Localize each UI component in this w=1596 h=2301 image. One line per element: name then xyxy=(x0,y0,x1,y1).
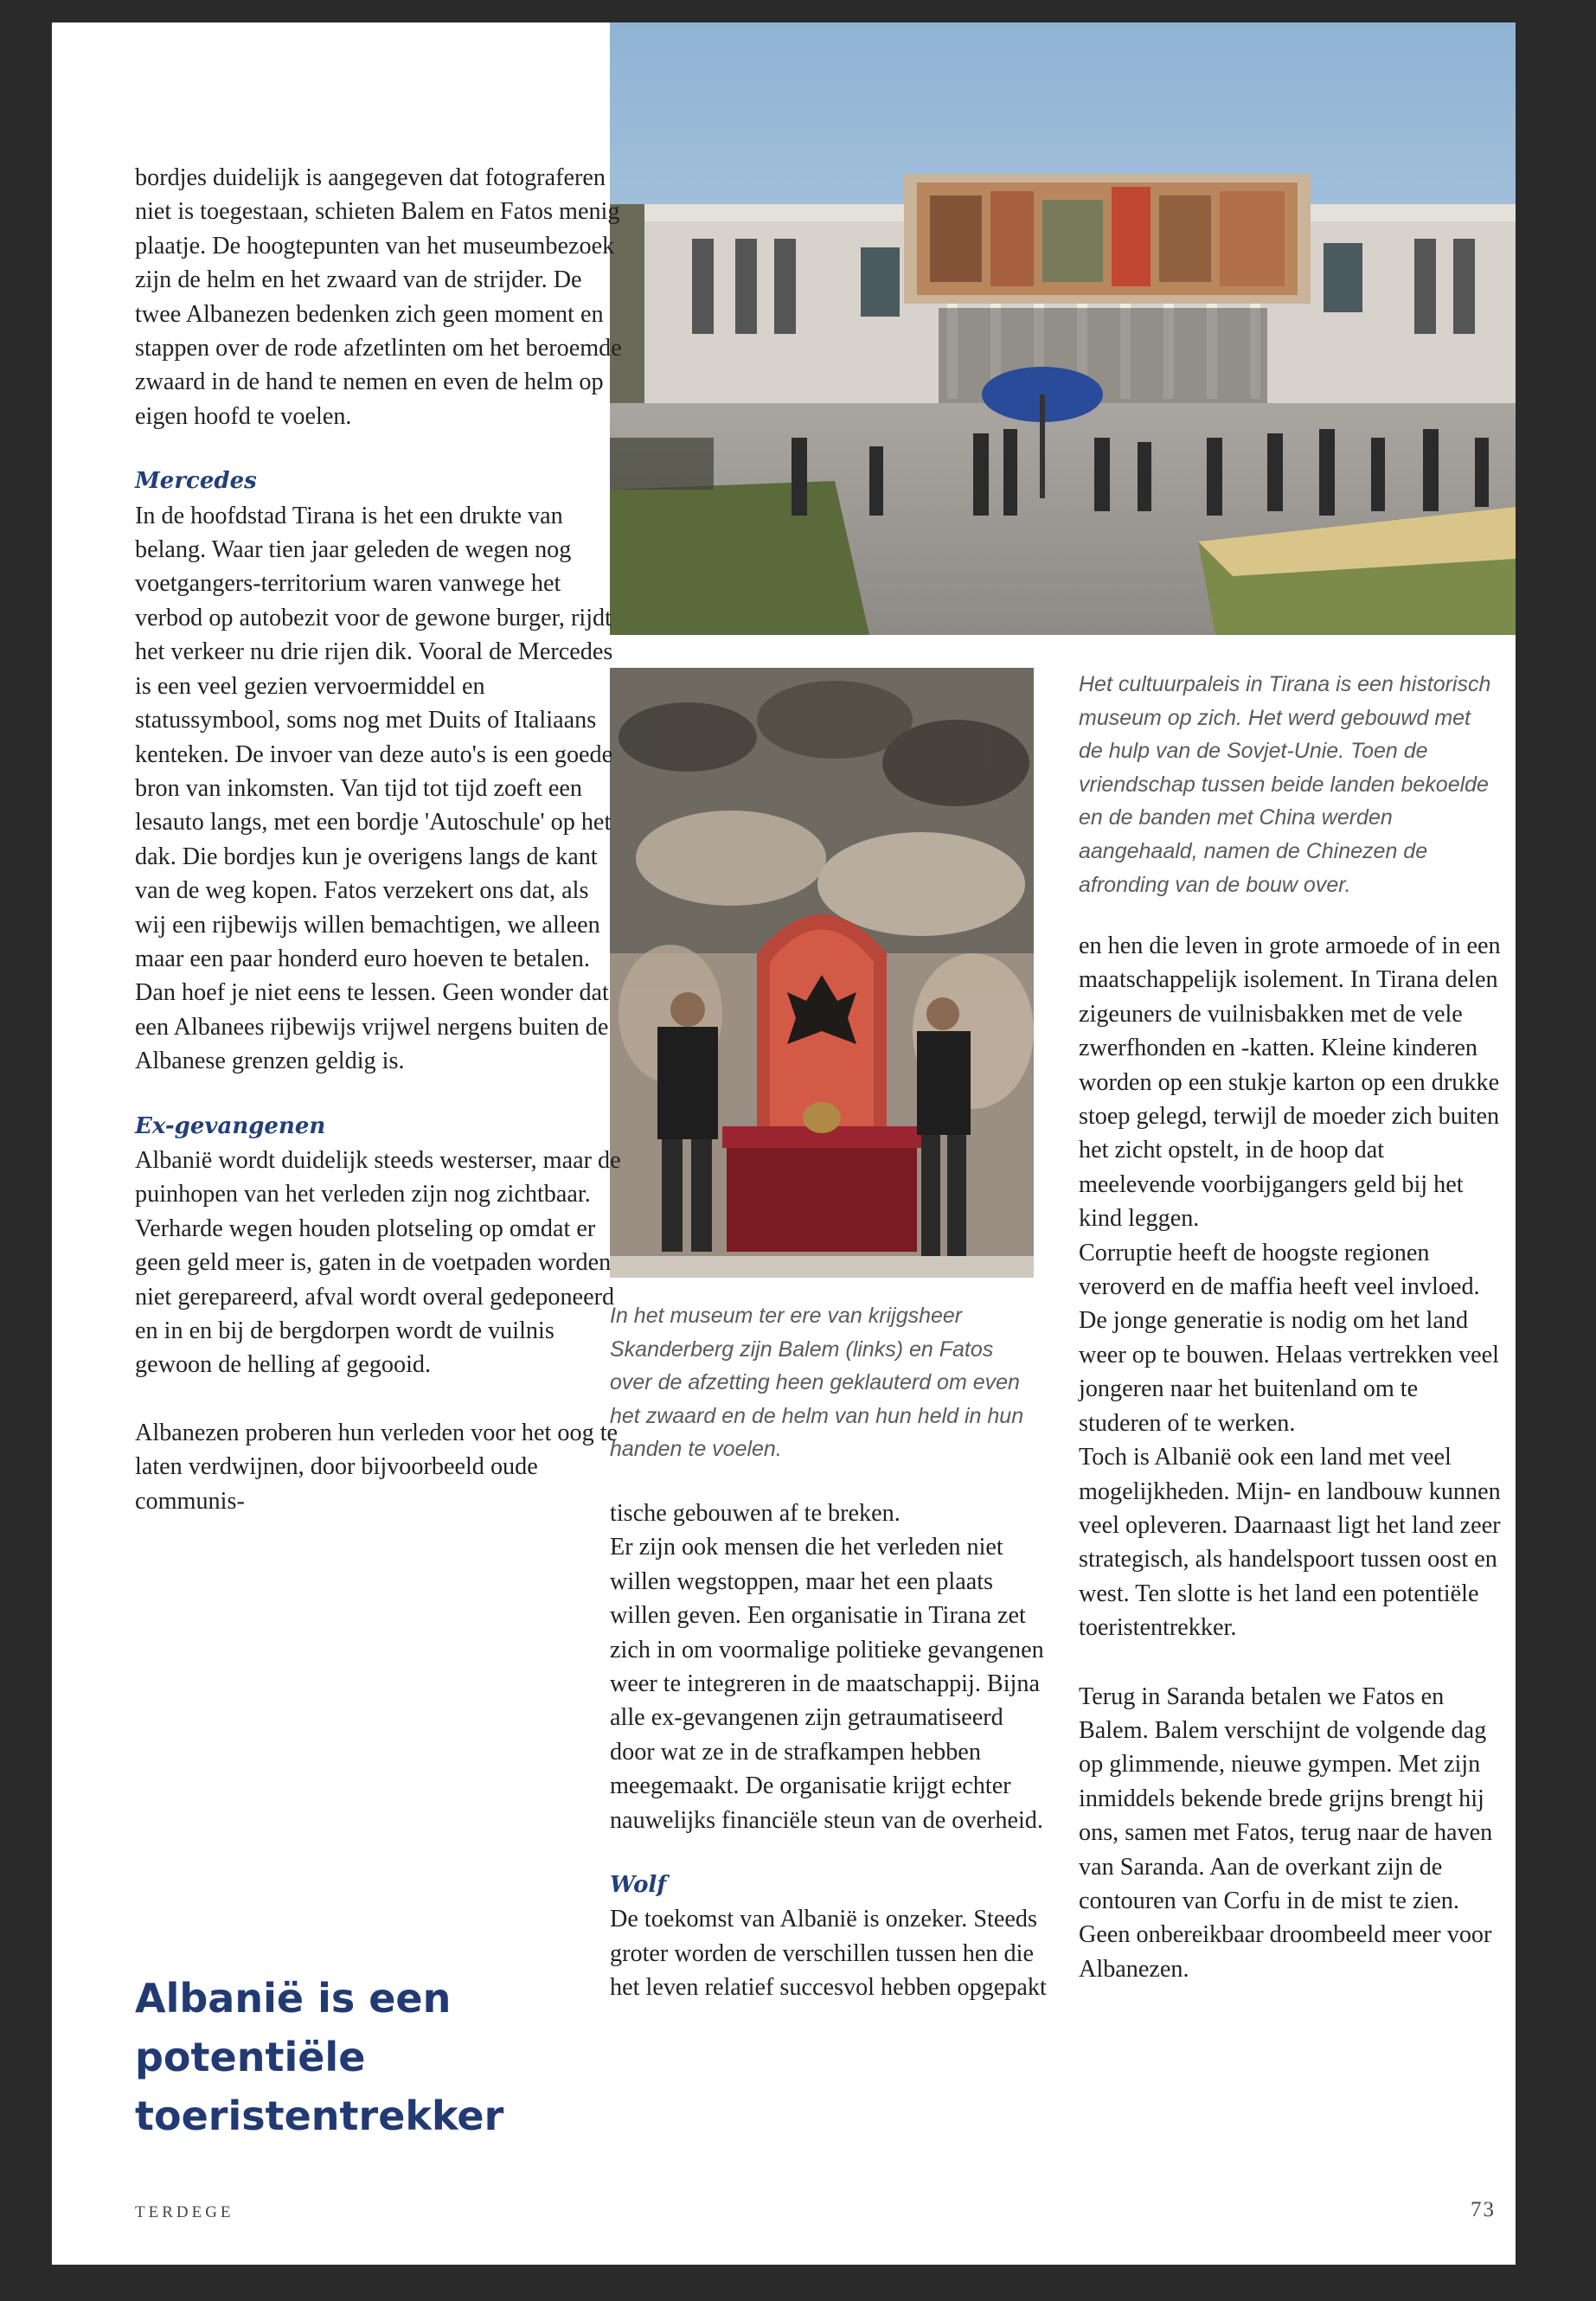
photo-cultural-palace xyxy=(610,22,1516,635)
left-paragraph-1: bordjes duidelijk is aangegeven dat fotograferen niet is toegestaan, schieten Balem en Fatos menig plaatje. De hoogtepunten van het museumbezoek zijn de helm en het zwaard van de strijder. De twee Albanezen bedenken zich geen moment en stappen over de rode afzetlinten om het beroemde zwaard in de hand te nemen en even de helm op eigen hoofd te voelen. xyxy=(135,164,622,430)
section-wolf xyxy=(610,1868,1051,2005)
right-text-3: Toch is Albanië ook een land met veel mogelijkheden. Mijn- en landbouw kunnen veel opleveren. Daarnaast ligt het land zeer strategisch, als handelspoort tussen oost en west. Ten slotte is het land een potentiële toeristentrekker. xyxy=(1079,1444,1501,1642)
section-exgevangenen xyxy=(135,1110,625,1518)
heading-wolf: Wolf xyxy=(610,1872,667,1899)
right-column xyxy=(1079,929,1503,1986)
pull-quote: Albanië is een potentiële toeristentrekker xyxy=(135,1975,504,2139)
caption-museum: In het museum ter ere van krijgsheer Skanderberg zijn Balem (links) en Fatos over de afzetting heen geklauterd om even het zwaard en de helm van hun held in hun handen te voelen. xyxy=(610,1304,1024,1462)
middle-column xyxy=(610,1497,1051,2005)
right-text-1: en hen die leven in grote armoede of in een maatschappelijk isolement. In Tirana delen zigeuners de vuilnisbakken met de vele zwerfhonden en -katten. Kleine kinderen worden op een stukje karton op een drukke stoep gelegd, terwijl de moeder zich buiten het zicht opstelt, in de hoop dat meelevende voorbijgangers geld bij het kind leggen. xyxy=(1079,933,1501,1233)
text-exgevangenen: Albanië wordt duidelijk steeds westerser, maar de puinhopen van het verleden zijn nog zichtbaar. Verharde wegen houden plotseling op omdat er geen geld meer is, gaten in de voetpaden worden niet gerepareerd, afval wordt overal gedeponeerd en in en bij de bergdorpen wordt de vuilnis gewoon de helling af gegooid. xyxy=(135,1146,621,1379)
middle-text-1: tische gebouwen af te breken. xyxy=(610,1500,901,1527)
section-mercedes xyxy=(135,465,625,1078)
heading-mercedes: Mercedes xyxy=(135,468,257,495)
right-text-2: Corruptie heeft de hoogste regionen veroverd en de maffia heeft veel invloed. De jonge generatie is nodig om het land weer op te bouwen. Helaas vertrekken veel jongeren naar het buitenland om te studeren of te werken. xyxy=(1079,1239,1500,1437)
middle-text-2: Er zijn ook mensen die het verleden niet willen wegstoppen, maar het een plaats willen geven. Een organisatie in Tirana zet zich in om voormalige politieke gevangenen weer te integreren in de maatschappij. Bijna alle ex-gevangenen zijn getraumatiseerd door wat ze in de strafkampen hebben meegemaakt. De organisatie krijgt echter nauwelijks financiële steun van de overheid. xyxy=(610,1534,1044,1834)
cultural-palace-image xyxy=(610,22,1516,635)
museum-mural-image xyxy=(610,668,1034,1278)
text-wolf: De toekomst van Albanië is onzeker. Steeds groter worden de verschillen tussen hen die het leven relatief succesvol hebben opgepakt xyxy=(610,1906,1047,2002)
text-mercedes: In de hoofdstad Tirana is het een drukte van belang. Waar tien jaar geleden de wegen nog voetgangers-territorium waren vanwege het verbod op autobezit voor de gewone burger, rijdt het verkeer nu drie rijen dik. Vooral de Mercedes is een veel gezien vervoermiddel en statussymbool, soms nog met Duits of Italiaans kenteken. De invoer van deze auto's is een goede bron van inkomsten. Van tijd tot tijd zoeft een lesauto langs, met een bordje 'Autoschule' op het dak. Die bordjes kun je overigens langs de kant van de weg kopen. Fatos verzekert ons dat, als wij een rijbewijs willen bemachtigen, we alleen maar een paar honderd euro hoeven te betalen. Dan hoef je niet eens te lessen. Geen wonder dat een Albanees rijbewijs vrijwel nergens buiten de Albanese grenzen geldig is. xyxy=(135,502,613,1075)
left-column xyxy=(135,161,625,1518)
right-text-4: Terug in Saranda betalen we Fatos en Balem. Balem verschijnt de volgende dag op glimmende, nieuwe gympen. Met zijn inmiddels bekende brede grijns brengt hij ons, samen met Fatos, terug naar de haven van Saranda. Aan de overkant zijn de contouren van Corfu in de mist te zien. Geen onbereikbaar droombeeld meer voor Albanezen. xyxy=(1079,1682,1493,1983)
magazine-page xyxy=(52,22,1516,2265)
caption-cultural-palace: Het cultuurpaleis in Tirana is een historisch museum op zich. Het werd gebouwd met de hulp van de Sovjet-Unie. Toen de vriendschap tussen beide landen bekoelde en de banden met China werden aangehaald, namen de Chinezen de afronding van de bouw over. xyxy=(1079,672,1491,897)
text-exgevangenen-2: Albanezen proberen hun verleden voor het oog te laten verdwijnen, door bijvoorbeeld oude communis- xyxy=(135,1419,619,1515)
photo-museum-mural xyxy=(610,668,1034,1278)
footer-page-number: 73 xyxy=(1471,2198,1496,2221)
heading-exgevangenen: Ex-gevangenen xyxy=(135,1112,326,1139)
footer-magazine-name: TERDEGE xyxy=(135,2203,234,2221)
